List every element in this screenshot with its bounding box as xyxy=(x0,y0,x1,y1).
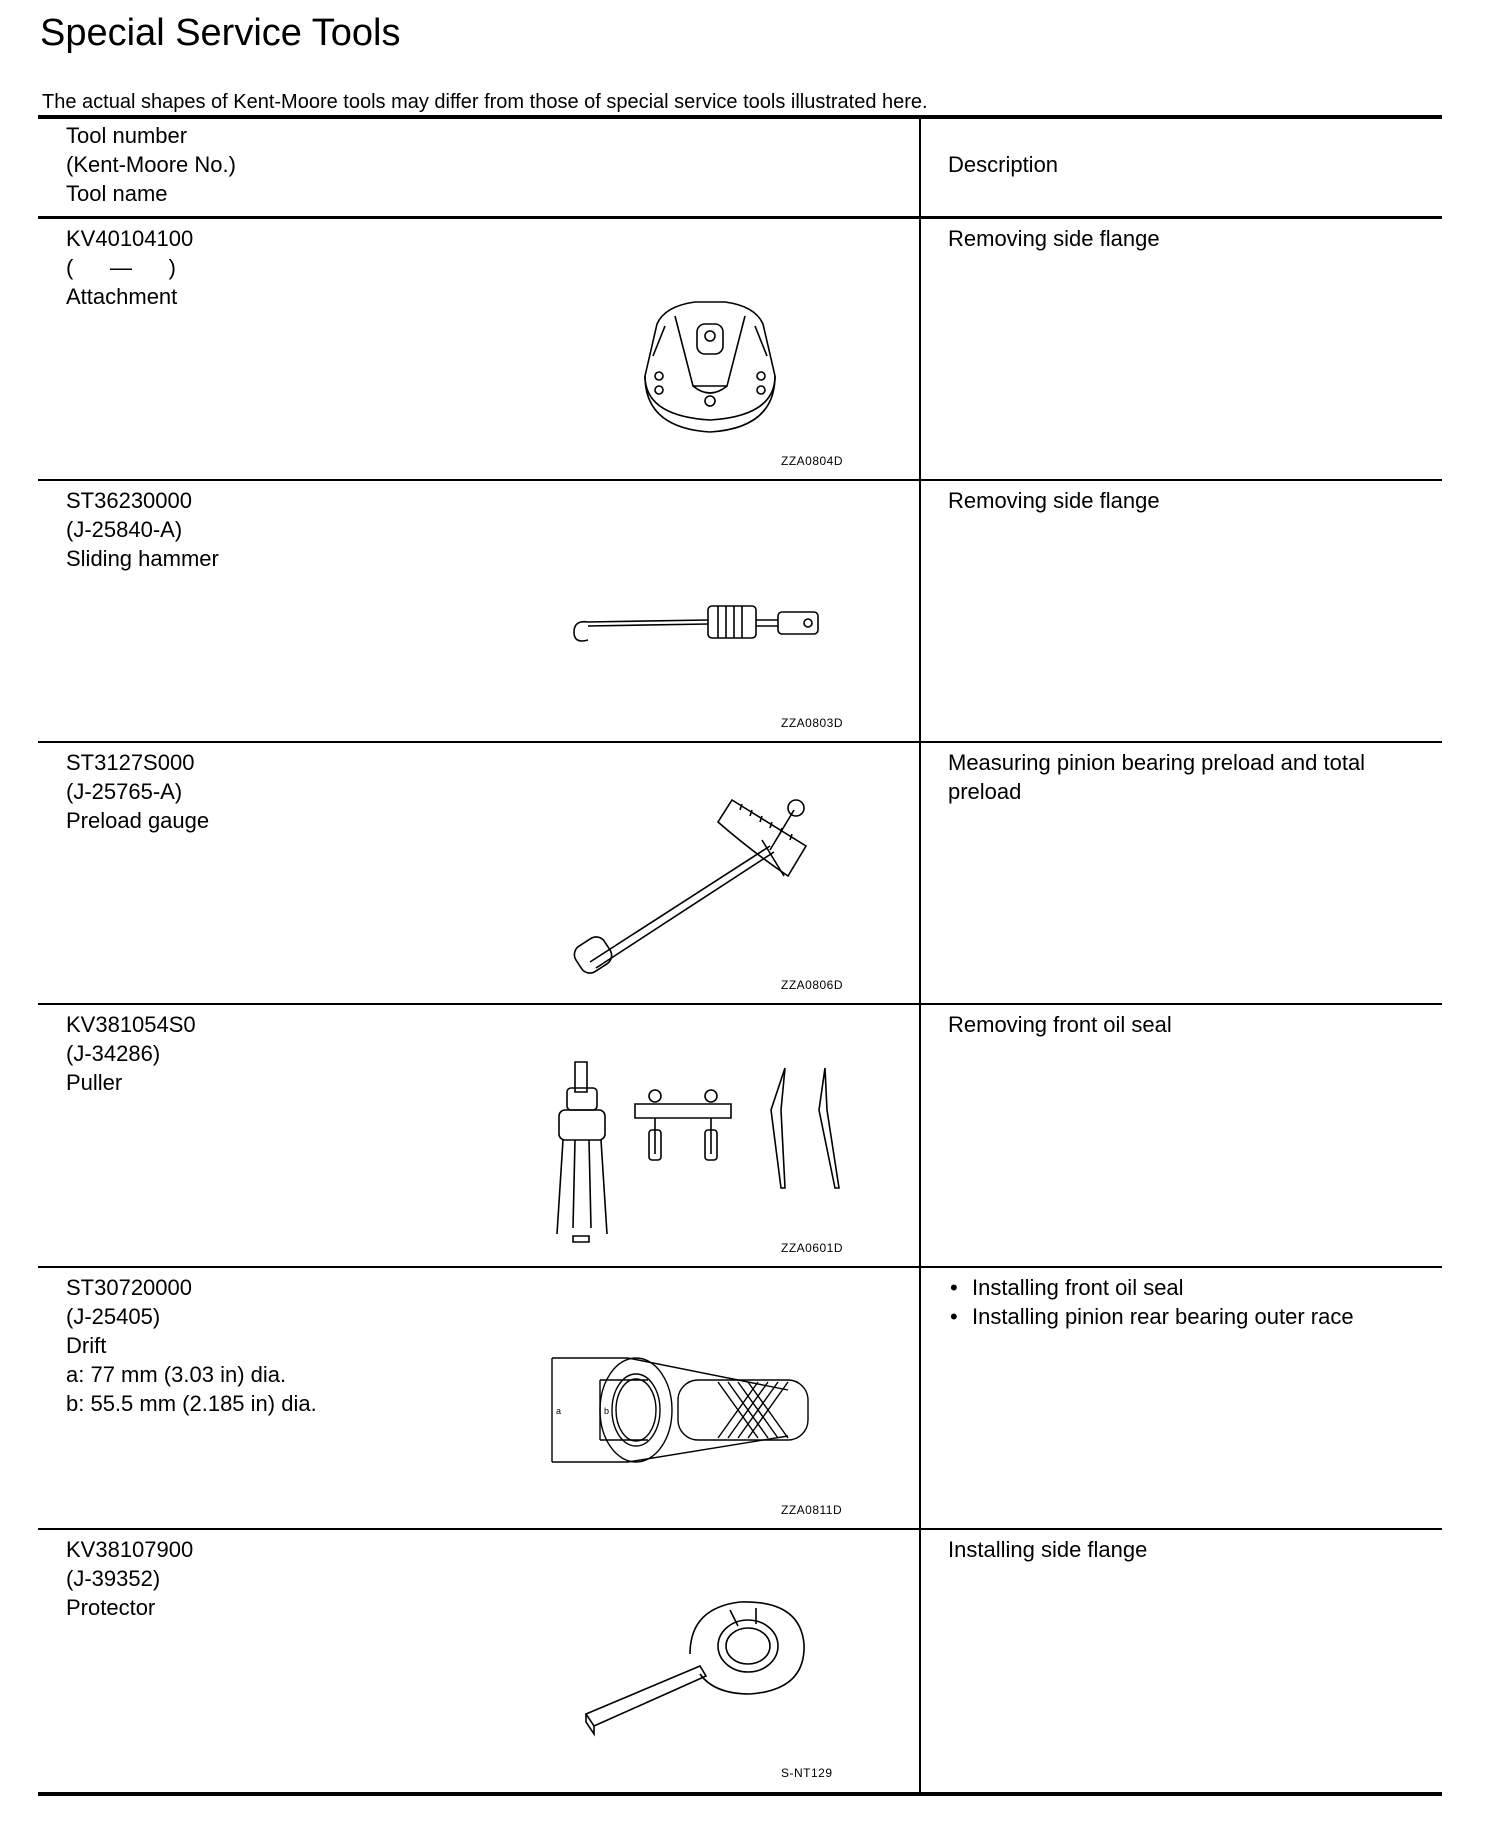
description-item: • Installing pinion rear bearing outer race xyxy=(948,1302,1428,1331)
page-title: Special Service Tools xyxy=(40,12,401,54)
page-note: The actual shapes of Kent-Moore tools may differ from those of special service tools illustrated here. xyxy=(42,91,928,113)
table-row-text xyxy=(66,748,209,835)
table-row-text xyxy=(66,486,219,573)
figure-code: S-NT129 xyxy=(781,1766,833,1780)
kent-moore-number: ( — ) xyxy=(66,255,176,280)
kent-moore-number: (J-39352) xyxy=(66,1566,161,1591)
tool-description xyxy=(948,1273,1428,1331)
tool-number: KV381054S0 xyxy=(66,1012,196,1037)
spec-b: b: 55.5 mm (2.185 in) dia. xyxy=(66,1391,317,1416)
header-description: Description xyxy=(948,152,1059,177)
header-separator xyxy=(38,216,1442,219)
tool-description: Removing side flange xyxy=(948,226,1160,251)
table-row-text xyxy=(66,1273,317,1418)
figure-code: ZZA0601D xyxy=(781,1241,844,1255)
kent-moore-number: (J-25840-A) xyxy=(66,517,183,542)
figure-code: ZZA0806D xyxy=(781,978,844,992)
tool-name: Protector xyxy=(66,1595,156,1620)
tool-name: Puller xyxy=(66,1070,123,1095)
tool-number: KV38107900 xyxy=(66,1537,194,1562)
column-divider xyxy=(919,119,921,1792)
row-separator xyxy=(38,741,1442,743)
table-top-rule xyxy=(38,115,1442,119)
protector-icon xyxy=(580,1594,820,1744)
header-tool-number: Tool number xyxy=(66,123,188,148)
dimension-label-b: b xyxy=(604,1406,610,1416)
kent-moore-number: (J-25405) xyxy=(66,1304,161,1329)
figure-code: ZZA0804D xyxy=(781,454,844,468)
tool-description: Removing side flange xyxy=(948,488,1160,513)
puller-icon xyxy=(545,1058,845,1248)
drift-icon xyxy=(548,1350,858,1470)
tool-number: ST30720000 xyxy=(66,1275,192,1300)
tool-name: Drift xyxy=(66,1333,107,1358)
table-row-text xyxy=(66,1535,193,1622)
row-separator xyxy=(38,1003,1442,1005)
figure-code: ZZA0811D xyxy=(781,1503,843,1517)
header-tool-name: Tool name xyxy=(66,181,168,206)
spec-a: a: 77 mm (3.03 in) dia. xyxy=(66,1362,287,1387)
tool-name: Sliding hammer xyxy=(66,546,219,571)
kent-moore-number: (J-25765-A) xyxy=(66,779,183,804)
tool-name: Preload gauge xyxy=(66,808,210,833)
kent-moore-number: (J-34286) xyxy=(66,1041,161,1066)
row-separator xyxy=(38,1266,1442,1268)
sliding-hammer-icon xyxy=(568,600,828,650)
tool-number: ST36230000 xyxy=(66,488,192,513)
table-row-text xyxy=(66,224,193,311)
preload-gauge-icon xyxy=(570,790,830,980)
tool-description: Measuring pinion bearing preload and total preload xyxy=(948,750,1366,804)
tool-number: KV40104100 xyxy=(66,226,194,251)
tool-number: ST3127S000 xyxy=(66,750,195,775)
attachment-icon xyxy=(635,296,785,436)
description-item: • Installing front oil seal xyxy=(948,1273,1428,1302)
tool-description: Installing side flange xyxy=(948,1537,1148,1562)
row-separator xyxy=(38,479,1442,481)
figure-code: ZZA0803D xyxy=(781,716,844,730)
header-tool-column xyxy=(66,121,236,208)
row-separator xyxy=(38,1528,1442,1530)
dimension-label-a: a xyxy=(556,1406,562,1416)
table-row-text xyxy=(66,1010,196,1097)
tool-description: Removing front oil seal xyxy=(948,1012,1172,1037)
tool-name: Attachment xyxy=(66,284,178,309)
table-bottom-rule xyxy=(38,1792,1442,1796)
header-kent-moore: (Kent-Moore No.) xyxy=(66,152,236,177)
